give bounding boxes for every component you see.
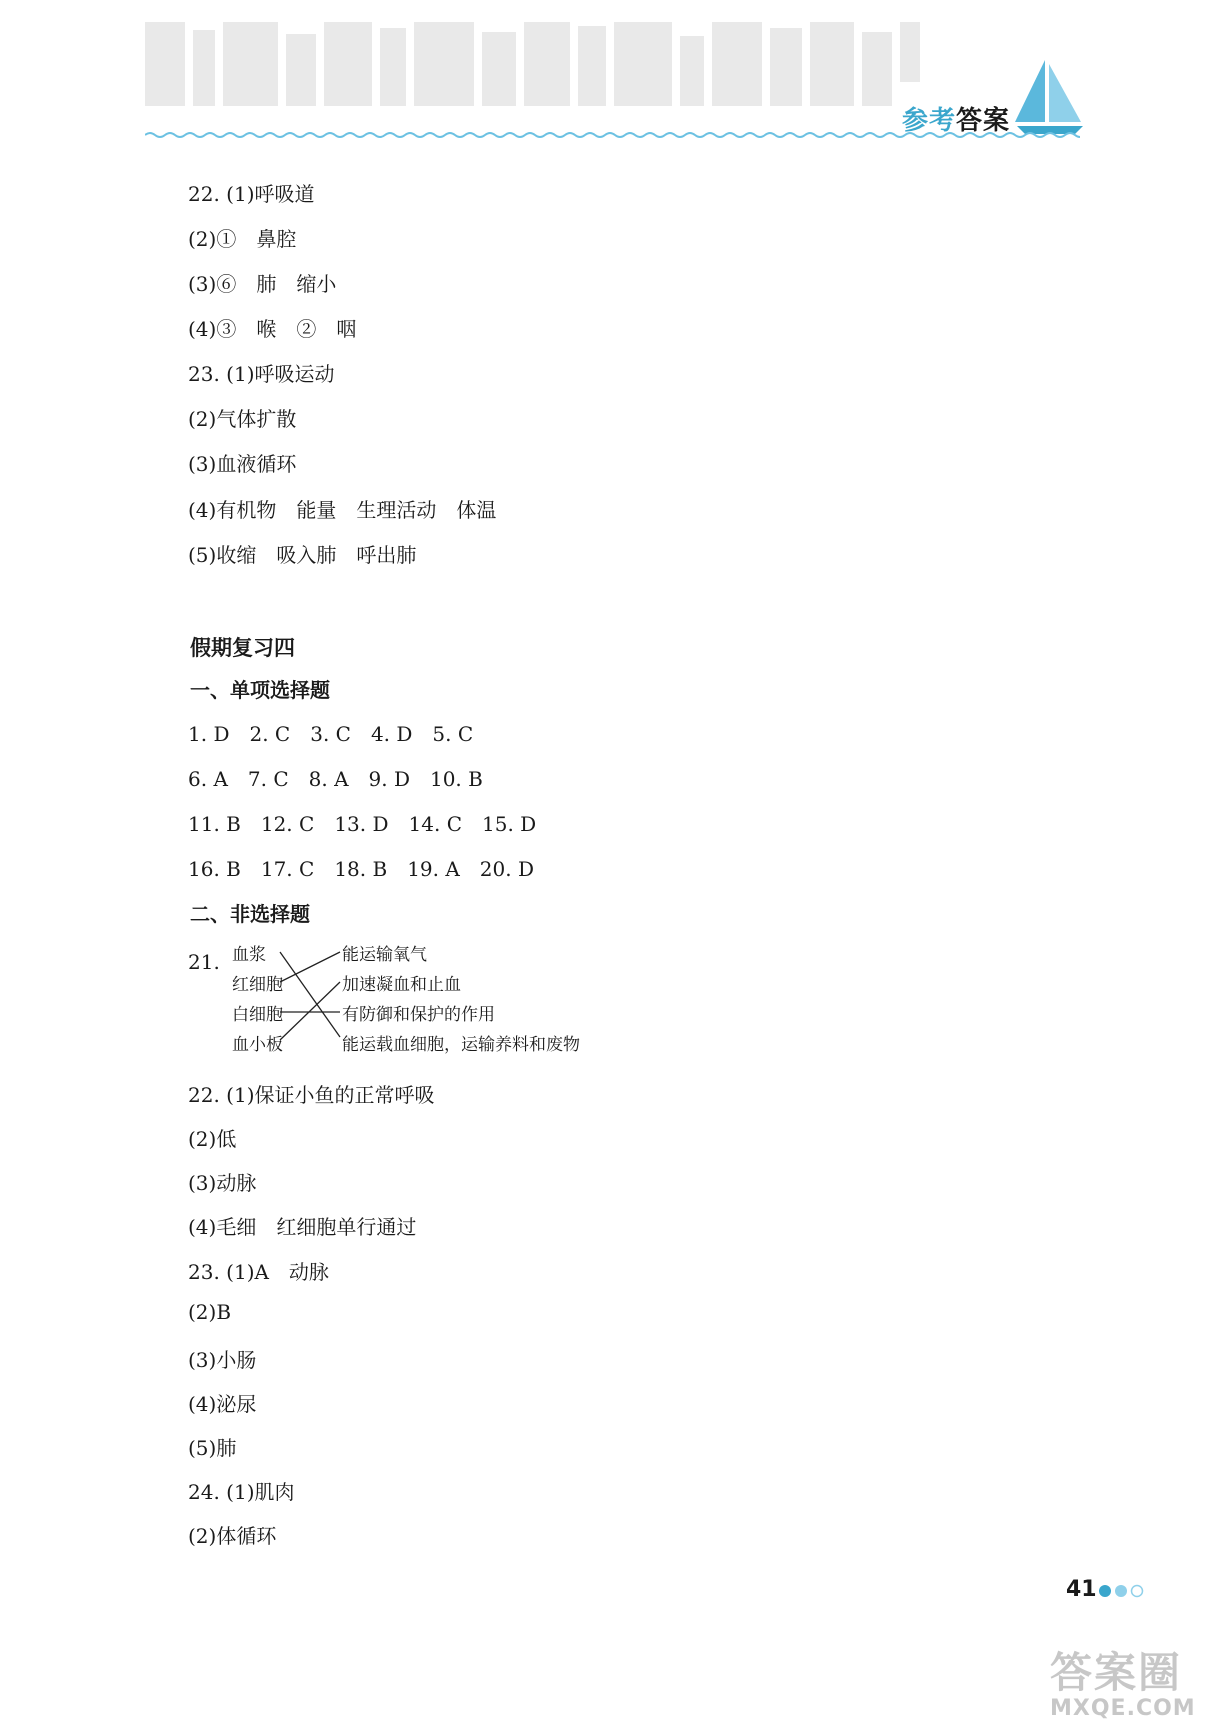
watermark-url: MXQE.COM bbox=[1050, 1696, 1196, 1721]
answer-line: (2)① 鼻腔 bbox=[188, 227, 297, 251]
answer-line: (2)B bbox=[188, 1300, 232, 1324]
answer-line: (3)⑥ 肺 缩小 bbox=[188, 272, 337, 296]
answer-line: (2)体循环 bbox=[188, 1524, 277, 1548]
match-left-item: 血小板 bbox=[232, 1035, 283, 1055]
match-left-item: 红细胞 bbox=[232, 975, 283, 995]
header-title-part1: 参考 bbox=[902, 106, 957, 136]
header-title-part2: 答案 bbox=[956, 106, 1011, 136]
page-number: 41 bbox=[1066, 1577, 1097, 1602]
match-left-item: 血浆 bbox=[232, 945, 266, 965]
answer-line: (4)③ 喉 ② 咽 bbox=[188, 317, 357, 341]
answer-line: 24. (1)肌肉 bbox=[188, 1480, 295, 1504]
match-right-item: 能运输氧气 bbox=[342, 945, 427, 965]
answer-line: 22. (1)保证小鱼的正常呼吸 bbox=[188, 1083, 435, 1107]
match-right-item: 能运载血细胞，运输养料和废物 bbox=[342, 1035, 580, 1055]
answer-line: (2)低 bbox=[188, 1127, 237, 1151]
part2-title: 二、非选择题 bbox=[190, 902, 310, 926]
watermark-logo: 答案圈 bbox=[1050, 1648, 1183, 1697]
match-left-item: 白细胞 bbox=[232, 1005, 283, 1025]
answer-line: (4)泌尿 bbox=[188, 1392, 257, 1416]
answer-line: (5)肺 bbox=[188, 1436, 237, 1460]
section-title: 假期复习四 bbox=[190, 636, 295, 660]
answer-line: (3)小肠 bbox=[188, 1348, 257, 1372]
match-right-item: 有防御和保护的作用 bbox=[342, 1005, 495, 1025]
answer-line: (5)收缩 吸入肺 呼出肺 bbox=[188, 543, 417, 567]
answer-line: (3)动脉 bbox=[188, 1171, 257, 1195]
answer-line: 23. (1)A 动脉 bbox=[188, 1260, 329, 1284]
match-right-item: 加速凝血和止血 bbox=[342, 975, 461, 995]
matching-diagram bbox=[188, 940, 608, 1070]
answer-line: (2)气体扩散 bbox=[188, 407, 297, 431]
answer-line: 23. (1)呼吸运动 bbox=[188, 362, 335, 386]
answer-line: 22. (1)呼吸道 bbox=[188, 182, 315, 206]
page-dots-icon bbox=[1097, 1583, 1147, 1599]
mc-row: 16. B 17. C 18. B 19. A 20. D bbox=[188, 857, 534, 881]
mc-row: 6. A 7. C 8. A 9. D 10. B bbox=[188, 767, 483, 791]
answer-line: (4)毛细 红细胞单行通过 bbox=[188, 1215, 417, 1239]
answer-line: (3)血液循环 bbox=[188, 452, 297, 476]
watermark bbox=[1050, 1640, 1196, 1721]
question-number: 21. bbox=[188, 950, 220, 974]
mc-row: 1. D 2. C 3. C 4. D 5. C bbox=[188, 722, 474, 746]
mc-row: 11. B 12. C 13. D 14. C 15. D bbox=[188, 812, 537, 836]
sailboat-icon bbox=[1015, 60, 1085, 135]
header-wave-divider bbox=[145, 130, 1080, 140]
part1-title: 一、单项选择题 bbox=[190, 678, 330, 702]
answer-line: (4)有机物 能量 生理活动 体温 bbox=[188, 498, 497, 522]
